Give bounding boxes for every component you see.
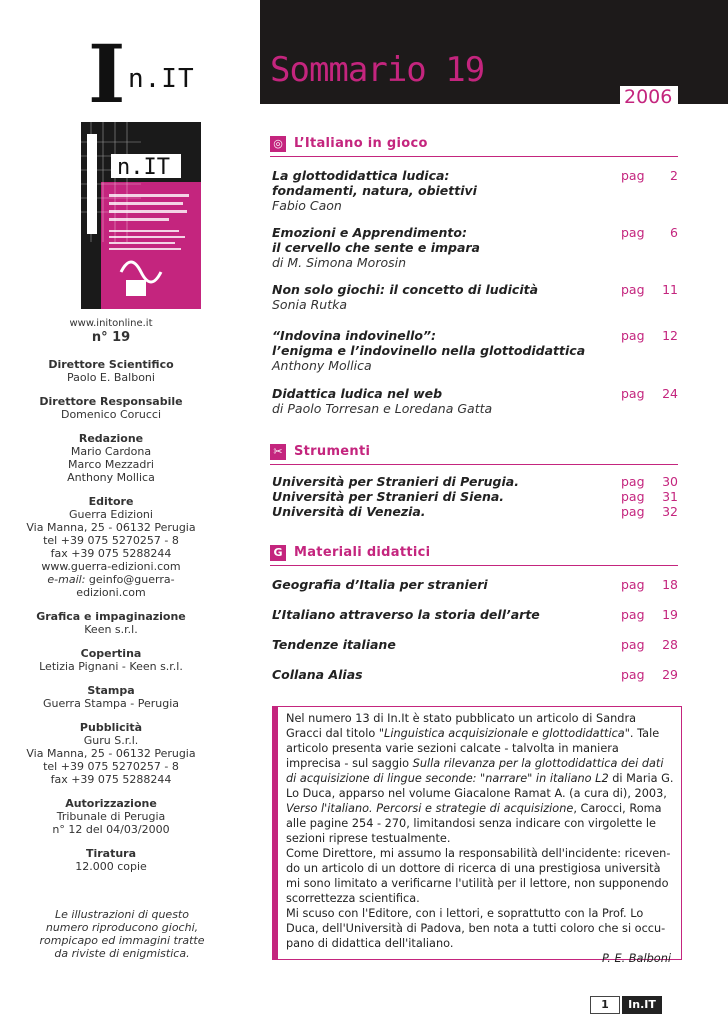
email-prefix: e-mail:: [47, 573, 86, 586]
pag-label: pag: [621, 489, 645, 504]
note-line: rompicapo ed immagini tratte: [39, 934, 205, 947]
credits: [20, 358, 202, 884]
note-line: da riviste di enigmistica.: [54, 947, 190, 960]
entry-title: Collana Alias: [272, 667, 363, 682]
credit-label: Copertina: [80, 647, 142, 660]
section-header-materiali: [270, 545, 678, 566]
note-line: numero riproducono giochi,: [45, 921, 199, 934]
page-number: 29: [662, 667, 678, 682]
credit-label: Grafica e impaginazione: [36, 610, 186, 623]
entry-title: L’Italiano attraverso la storia dell’arte: [272, 607, 540, 622]
section-title: L’Italiano in gioco: [294, 136, 428, 151]
website[interactable]: www.initonline.it: [69, 318, 153, 329]
logo-text: n.IT: [128, 64, 195, 94]
entry-title: Non solo giochi: il concetto di ludicità: [272, 282, 539, 297]
page-number: 28: [662, 637, 678, 652]
page-ref: [621, 489, 678, 504]
section-header-strumenti: [270, 444, 678, 465]
entry-author: Fabio Caon: [272, 198, 342, 213]
toc-entry[interactable]: [272, 474, 678, 489]
entry-title: Emozioni e Apprendimento:: [272, 225, 467, 240]
page-number: 18: [662, 577, 678, 592]
credit-value: Marco Mezzadri: [68, 458, 154, 471]
toc-entry[interactable]: [272, 282, 678, 312]
credit-value: Guerra Edizioni: [69, 508, 153, 521]
note-citation: Sulla rilevanza per la glottodidattica dei dati di acquisizione di lingue seconde: "narrare" in italiano L2: [286, 757, 664, 785]
page-number: 6: [670, 225, 678, 240]
cover-image: [81, 122, 201, 309]
page-ref: [621, 386, 678, 401]
letter-g-icon: G: [270, 545, 286, 561]
credit-value: Guru S.r.l.: [83, 734, 139, 747]
note-citation: Verso l'italiano. Percorsi e strategie di acquisizione: [286, 802, 574, 815]
credit-value: Via Manna, 25 - 06132 Perugia: [26, 747, 196, 760]
pag-label: pag: [621, 607, 645, 622]
pag-label: pag: [621, 168, 645, 183]
entry-title: Università di Venezia.: [272, 504, 426, 519]
note-text: , Carocci, Roma alle pagine 254 - 270, limitandosi senza indicare con virgolette le sezioni riprese testualmente.: [286, 802, 662, 845]
page-number: 32: [662, 504, 678, 519]
credit-value: Tribunale di Perugia: [56, 810, 166, 823]
pag-label: pag: [621, 504, 645, 519]
issue-year: 2006: [620, 86, 678, 108]
page-ref: [621, 637, 678, 652]
entry-title: l’enigma e l’indovinello nella glottodidattica: [272, 343, 586, 358]
credit-value: n° 12 del 04/03/2000: [52, 823, 170, 836]
credit-value: Letizia Pignani - Keen s.r.l.: [39, 660, 183, 673]
cover-thumbnail: [81, 122, 201, 309]
note-paragraph: Mi scuso con l'Editore, con i lettori, e soprattutto con la Prof. Lo Duca, dell'Università di Padova, ben nota a tutti coloro che si occu-pano di didattica dell'italiano.: [286, 907, 666, 950]
toc-entry[interactable]: [272, 577, 678, 592]
entry-title: Geografia d’Italia per stranieri: [272, 577, 488, 592]
note-text: ". Tale articolo presenta varie sezioni calcate - talvolta in maniera imprecisa - sul saggio: [286, 727, 660, 770]
credit-value: Keen s.r.l.: [84, 623, 138, 636]
credit-label: Autorizzazione: [65, 797, 157, 810]
toc-entry[interactable]: [272, 637, 678, 652]
pag-label: pag: [621, 637, 645, 652]
page-number: 11: [662, 282, 678, 297]
entry-title: Didattica ludica nel web: [272, 386, 443, 401]
illustrations-note: [36, 908, 208, 960]
page-number: 30: [662, 474, 678, 489]
page-ref: [621, 328, 678, 343]
note-paragraph: [286, 711, 675, 846]
section-title: Materiali didattici: [294, 545, 431, 560]
page-ref: [621, 607, 678, 622]
credit-label: Tiratura: [85, 847, 137, 860]
entry-title: Università per Stranieri di Siena.: [272, 489, 505, 504]
note-text: Nel numero 13 di In.It è stato pubblicato un articolo di Sandra Gracci dal titolo ": [286, 712, 637, 740]
note-text: di Maria G. Lo Duca, apparso nel volume Giacalone Ramat A. (a cura di), 2003,: [286, 772, 674, 800]
credit-value: fax +39 075 5288244: [50, 773, 172, 786]
credit-value[interactable]: www.guerra-edizioni.com: [41, 560, 181, 573]
credit-value: Guerra Stampa - Perugia: [42, 697, 180, 710]
page-number: 31: [662, 489, 678, 504]
note-line: Le illustrazioni di questo: [55, 908, 189, 921]
entry-author: Sonia Rutka: [272, 297, 348, 312]
svg-text:n.IT: n.IT: [117, 155, 170, 180]
entry-author: di Paolo Torresan e Loredana Gatta: [272, 401, 493, 416]
credit-value: Mario Cardona: [70, 445, 152, 458]
credit-value: tel +39 075 5270257 - 8: [43, 760, 179, 773]
tools-icon: ✂: [270, 444, 286, 460]
page-number: 24: [662, 386, 678, 401]
pag-label: pag: [621, 225, 645, 240]
page-number: 2: [670, 168, 678, 183]
page-title: Sommario 19: [270, 50, 485, 90]
page-ref: [621, 282, 678, 297]
page-ref: [621, 225, 678, 240]
footer-page-number: 1: [590, 996, 620, 1014]
toc-entry[interactable]: [272, 489, 678, 504]
magazine-logo: [88, 27, 208, 121]
pag-label: pag: [621, 282, 645, 297]
email-line: [20, 573, 202, 599]
toc-entry[interactable]: [272, 504, 678, 519]
footer-brand: In.IT: [622, 996, 662, 1014]
entry-author: di M. Simona Morosin: [272, 255, 407, 270]
pag-label: pag: [621, 328, 645, 343]
credit-label: Editore: [88, 495, 134, 508]
page-number: 19: [662, 607, 678, 622]
toc-entry[interactable]: [272, 225, 678, 270]
page-ref: [621, 667, 678, 682]
page-number: 12: [662, 328, 678, 343]
note-paragraph: Come Direttore, mi assumo la responsabilità dell'incidente: riceven-do un articolo di un dottore di ricerca di una prestigiosa università mi sono limitato a verificarne l'utilità per il lettore, non supponendo scorrettezza scientifica.: [286, 847, 671, 905]
entry-title: “Indovina indovinello”:: [272, 328, 436, 343]
credit-value: 12.000 copie: [75, 860, 147, 873]
credit-value: Anthony Mollica: [67, 471, 155, 484]
credit-label: Redazione: [78, 432, 144, 445]
credit-label: Direttore Responsabile: [39, 395, 183, 408]
note-signature: P. E. Balboni: [602, 952, 671, 965]
entry-author: Anthony Mollica: [272, 358, 372, 373]
page-ref: [621, 577, 678, 592]
credit-label: Stampa: [87, 684, 135, 697]
pag-label: pag: [621, 386, 645, 401]
credit-value: Domenico Corucci: [60, 408, 162, 421]
entry-title: Università per Stranieri di Perugia.: [272, 474, 519, 489]
page-ref: [621, 474, 678, 489]
toc-entry[interactable]: [272, 667, 678, 682]
entry-title: il cervello che sente e impara: [272, 240, 480, 255]
pag-label: pag: [621, 474, 645, 489]
toc-entry[interactable]: [272, 386, 678, 416]
target-icon: ◎: [270, 136, 286, 152]
entry-title: La glottodidattica ludica:: [272, 168, 450, 183]
credit-value: fax +39 075 5288244: [50, 547, 172, 560]
toc-entry[interactable]: [272, 607, 678, 622]
pag-label: pag: [621, 577, 645, 592]
credit-value: Via Manna, 25 - 06132 Perugia: [26, 521, 196, 534]
credit-label: Pubblicità: [79, 721, 143, 734]
credit-value: tel +39 075 5270257 - 8: [43, 534, 179, 547]
note-citation: Linguistica acquisizionale e glottodidattica: [384, 727, 625, 740]
email-link[interactable]: geinfo@guerra-edizioni.com: [76, 573, 175, 599]
section-title: Strumenti: [294, 444, 371, 459]
issue-number: n° 19: [91, 330, 131, 345]
entry-title: fondamenti, natura, obiettivi: [272, 183, 477, 198]
page-ref: [621, 168, 678, 183]
entry-title: Tendenze italiane: [272, 637, 396, 652]
toc-entry[interactable]: [272, 168, 678, 213]
credit-label: Direttore Scientifico: [48, 358, 174, 371]
page-ref: [621, 504, 678, 519]
section-header-italiano: [270, 136, 678, 157]
toc-entry[interactable]: [272, 328, 678, 373]
editorial-note: [272, 706, 682, 965]
logo-letter: I: [88, 27, 126, 121]
credit-value: Paolo E. Balboni: [67, 371, 155, 384]
pag-label: pag: [621, 667, 645, 682]
